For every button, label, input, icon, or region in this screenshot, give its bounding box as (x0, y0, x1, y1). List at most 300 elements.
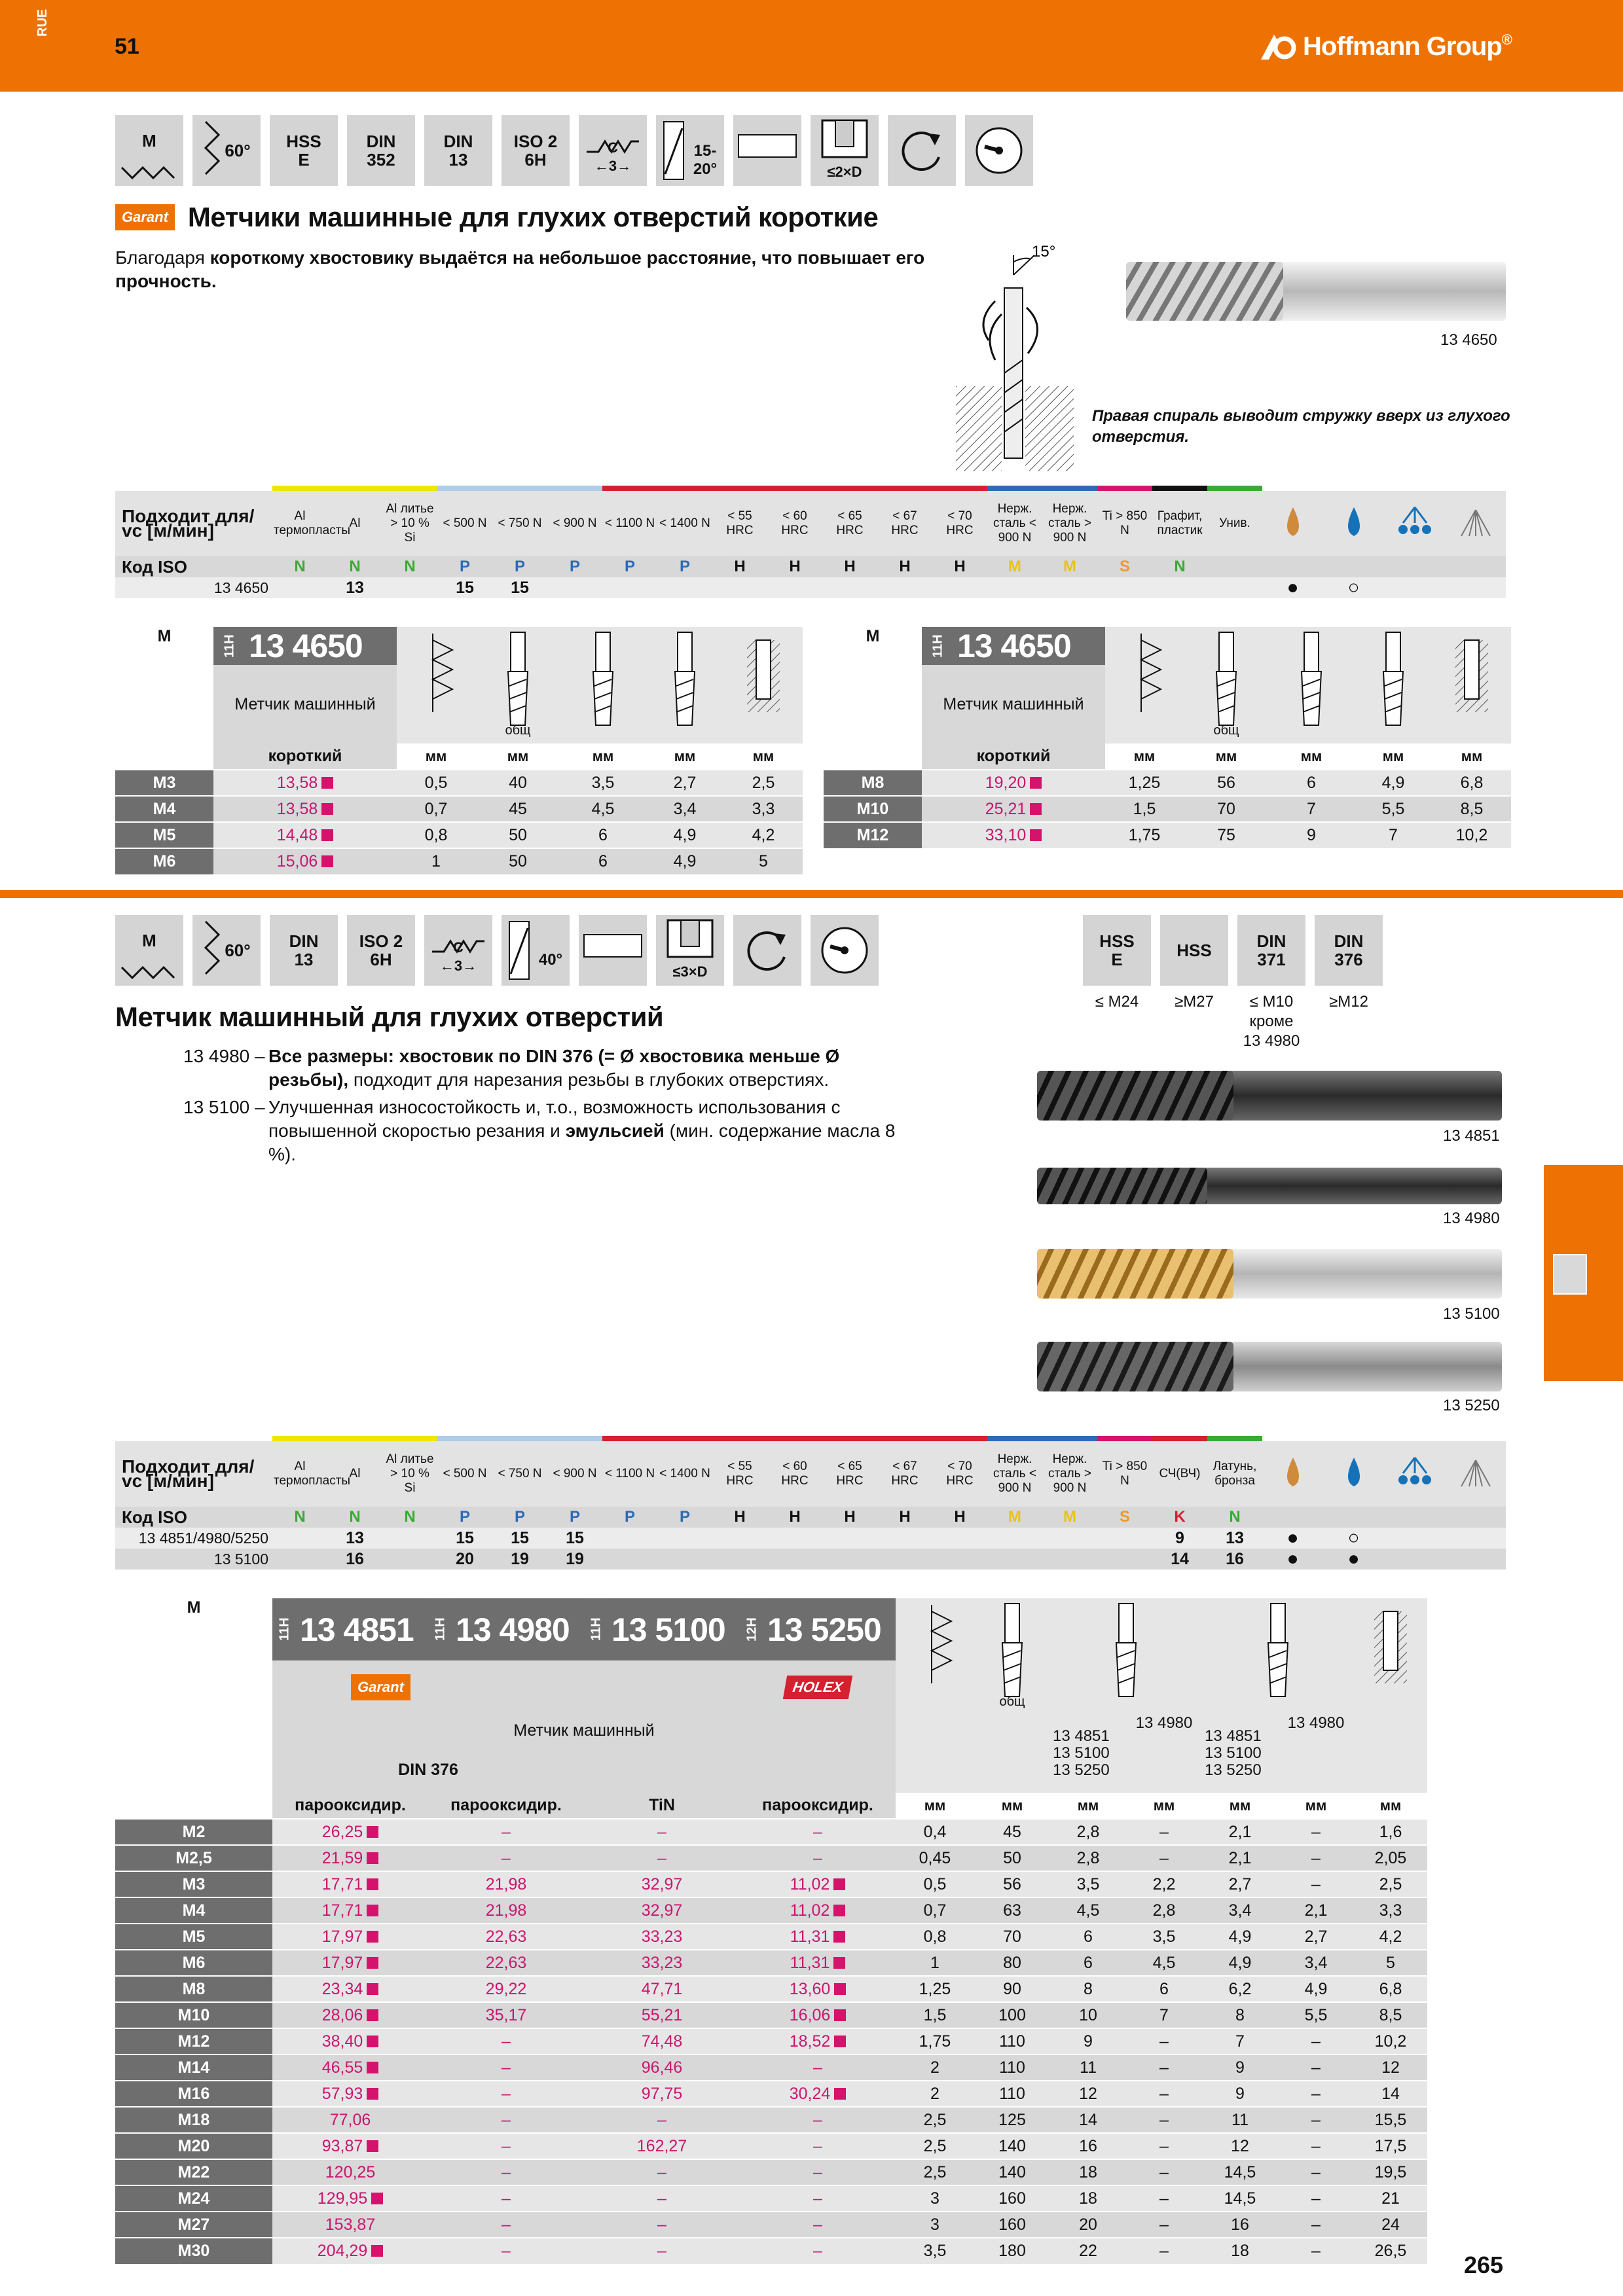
icon-label: HSS E (286, 132, 321, 170)
photo-flutes-135250 (1037, 1342, 1233, 1391)
mat-row-code: 13 5100 (213, 1551, 268, 1568)
icon-note: ≤ M10 кроме 13 4980 (1243, 993, 1300, 1050)
iso-code: P (569, 1508, 580, 1526)
profile-m-icon (115, 915, 183, 986)
vc-value (877, 1549, 932, 1570)
dim-d1a: 18 (1050, 2159, 1126, 2185)
stock-icon (367, 1905, 378, 1916)
dim-d2a: 4,9 (1202, 1950, 1278, 1976)
vc-value (822, 1528, 877, 1549)
brand-name: Hoffmann Group (1303, 31, 1502, 61)
price-135250: 16,06 (789, 2005, 831, 2024)
price-135100: 47,71 (641, 1979, 683, 1998)
dim-d2a: 18 (1202, 2238, 1278, 2264)
vc-value: 19 (511, 1550, 529, 1568)
lubricant-mark (1445, 577, 1506, 598)
price-134851: 204,29 (317, 2242, 368, 2260)
brand-logo (1258, 31, 1512, 62)
mat-header: Al (349, 1467, 361, 1480)
price-135250: – (813, 2136, 822, 2155)
mat-title: Подходит для/ vc [м/мин] (122, 1456, 255, 1491)
stock-icon (371, 2193, 383, 2204)
dim-d2b: – (1278, 2238, 1354, 2264)
iso-code: H (899, 558, 911, 575)
dim-p: 1,75 (1105, 822, 1184, 848)
coating: парооксидир. (762, 1796, 873, 1814)
price-135250: 11,31 (790, 1927, 830, 1946)
price-134851: 153,87 (325, 2215, 376, 2234)
note2-b: (мин. содержание масла 8 %). (268, 1121, 896, 1164)
thread-size: M14 (115, 2054, 272, 2081)
vc-value (1097, 577, 1152, 598)
stock-icon (367, 1878, 378, 1890)
vc-value (712, 577, 767, 598)
iso-code: N (294, 558, 306, 575)
section1-heading (115, 202, 878, 233)
size-table-left (115, 627, 803, 874)
lubricant-mark: ● (1286, 1548, 1299, 1570)
dim-dr: 10,2 (1354, 2028, 1427, 2054)
dim-dr: 8,5 (1354, 2002, 1427, 2028)
tolerance-class: 11H (272, 1598, 297, 1660)
dim-d1b: – (1126, 2238, 1202, 2264)
stock-icon (367, 1826, 378, 1838)
vc-value (272, 1528, 327, 1549)
vc-value (602, 1528, 657, 1549)
dim-p: 1,5 (1105, 796, 1184, 822)
stock-icon (834, 1983, 846, 1995)
helix-icon (501, 915, 570, 986)
dim-l: 50 (974, 1845, 1050, 1871)
stock-icon (367, 1983, 378, 1995)
icon-label: ISO 2 6H (359, 931, 403, 969)
dim-d1a: 18 (1050, 2185, 1126, 2212)
thread-drawing (1105, 627, 1184, 744)
profile-m-icon (115, 115, 183, 186)
vc-value (657, 577, 712, 598)
dim-d2a: 2,1 (1202, 1845, 1278, 1871)
thread-drawing (397, 627, 475, 744)
mat-header: < 60 HRC (781, 509, 809, 537)
vc-value: 13 (346, 579, 364, 597)
mat-header: Al литье > 10 % Si (386, 1452, 434, 1495)
dim-d1: 6 (560, 848, 646, 874)
product-name: Метчик машинный (922, 665, 1105, 744)
price-134851: 26,25 (321, 1822, 363, 1841)
dim-p: 1,5 (896, 2002, 974, 2028)
vc-value (272, 577, 327, 598)
dim-dr: 3,3 (724, 796, 803, 822)
dim-d2a: 9 (1202, 2054, 1278, 2081)
dim-dr: 10,2 (1432, 822, 1511, 848)
article-code: 13 4650 (249, 628, 363, 664)
vc-value (1207, 577, 1262, 598)
material-standard-icon (1315, 915, 1383, 1051)
stock-icon (321, 855, 333, 867)
iso-code: N (1174, 558, 1186, 575)
dim-d2a: 7 (1202, 2028, 1278, 2054)
dim-l: 110 (974, 2054, 1050, 2081)
price-134980: 22,63 (485, 1953, 527, 1972)
vc-value (382, 1528, 437, 1549)
dim-l: 80 (974, 1950, 1050, 1976)
m-label: M (866, 627, 880, 645)
thread-size: M4 (115, 796, 213, 822)
unit: мм (1050, 1793, 1126, 1819)
vc-value (1152, 577, 1207, 598)
price-134851: 93,87 (321, 2136, 363, 2155)
dim-d2a: 11 (1202, 2107, 1278, 2133)
icon-label: DIN 376 (1315, 915, 1383, 986)
vc-value: 16 (1226, 1550, 1244, 1568)
icon-label: 15- 20° (693, 142, 718, 178)
dim-p: 3,5 (896, 2238, 974, 2264)
dim-d2b: – (1278, 1871, 1354, 1897)
square-drawing (646, 627, 724, 744)
icon-label: ≤2×D (827, 164, 862, 180)
l-sub: общ (1213, 723, 1239, 738)
thread-size: M20 (115, 2133, 272, 2159)
dim-l: 50 (475, 822, 560, 848)
standard-icon (347, 115, 415, 186)
dim-d1b: – (1126, 2081, 1202, 2107)
lubricant-mark: ○ (1347, 1527, 1360, 1549)
tolerance-icon (347, 915, 415, 986)
angle-label: 15° (1032, 243, 1056, 260)
material-standard-icon (1237, 915, 1305, 1051)
icon-label: DIN 13 (443, 132, 473, 170)
price-134980: – (501, 2215, 511, 2234)
thread-size: M12 (115, 2028, 272, 2054)
iso-code: P (459, 1508, 470, 1526)
dim-l: 110 (974, 2028, 1050, 2054)
unit: мм (1126, 1793, 1202, 1819)
stock-icon (367, 2036, 378, 2047)
mat-header: < 1100 N (604, 516, 655, 530)
mat-header: < 900 N (553, 1467, 597, 1480)
icon-label: DIN 352 (366, 132, 396, 170)
dim-p: 1,25 (1105, 770, 1184, 796)
vc-value (1042, 1549, 1097, 1570)
icon-label: M (142, 931, 156, 950)
dim-dr: 21 (1354, 2185, 1427, 2212)
holex-brand: HOLEX (783, 1676, 852, 1699)
price-134851: 17,71 (321, 1874, 363, 1893)
price-135250: – (813, 2189, 822, 2208)
dim-d2: 5,5 (1354, 796, 1432, 822)
dim-d1b: – (1126, 1819, 1202, 1845)
unit: мм (896, 1793, 974, 1819)
stock-icon (367, 1852, 378, 1864)
iso-code: P (624, 1508, 635, 1526)
price-135250: – (813, 2162, 822, 2181)
dim-p: 2 (896, 2054, 974, 2081)
price-134980: 35,17 (485, 2005, 527, 2024)
photo-flutes-134980 (1037, 1168, 1207, 1204)
size-table-main (115, 1598, 1427, 2264)
standard-icon-2 (424, 115, 492, 186)
price-135250: 11,02 (790, 1901, 830, 1920)
note1-rest: подходит для нарезания резьбы в глубоких отверстиях. (348, 1069, 830, 1090)
vc-value (657, 1528, 712, 1549)
vc-value (1097, 1549, 1152, 1570)
m-label: M (187, 1598, 201, 1617)
oil-icon (1342, 503, 1366, 540)
standard-icon (270, 915, 338, 986)
icon-label: ISO 2 6H (513, 132, 558, 170)
mat-header: Унив. (1219, 516, 1250, 530)
iso-code: M (1063, 1508, 1076, 1526)
vc-value (712, 1528, 767, 1549)
unit: мм (1105, 744, 1184, 770)
mat-header: Нерж. сталь < 900 N (993, 1452, 1036, 1495)
dim-d1a: 4,5 (1050, 1897, 1126, 1924)
dim-l: 56 (974, 1871, 1050, 1897)
dim-d1a: 12 (1050, 2081, 1126, 2107)
iso-code: P (514, 558, 525, 575)
price-134851: 17,71 (321, 1901, 363, 1920)
vc-value (382, 577, 437, 598)
stock-icon (833, 1957, 845, 1969)
price-135100: – (657, 2110, 666, 2129)
price-134851: 17,97 (321, 1927, 363, 1946)
vc-value (767, 577, 822, 598)
vc-value: 15 (511, 579, 529, 597)
d2-codes-b: 13 4980 (1278, 1714, 1354, 1793)
dim-dr: 6,8 (1354, 1976, 1427, 2002)
mat-header: Al термопласты (274, 509, 351, 537)
photo-code-135100: 13 5100 (1443, 1305, 1500, 1323)
lubricant-mark (1445, 1549, 1506, 1570)
mat-header: Al литье > 10 % Si (386, 502, 434, 545)
dim-l: 180 (974, 2238, 1050, 2264)
icon-note: ≥M12 (1329, 993, 1368, 1011)
length-drawing (974, 1598, 1050, 1793)
dim-p: 0,7 (397, 796, 475, 822)
dim-l: 45 (475, 796, 560, 822)
mat-header: СЧ(ВЧ) (1159, 1467, 1201, 1480)
iso-label: Код ISO (122, 1507, 187, 1527)
mat-header: < 1400 N (659, 516, 710, 530)
dim-d1b: – (1126, 2107, 1202, 2133)
dim-dr: 5 (724, 848, 803, 874)
vc-value (382, 1549, 437, 1570)
rotation-icon (733, 915, 801, 986)
stock-icon (834, 2088, 846, 2100)
unit: мм (1278, 1793, 1354, 1819)
dim-dr: 6,8 (1432, 770, 1511, 796)
dim-d1a: 10 (1050, 2002, 1126, 2028)
vc-value (657, 1549, 712, 1570)
thread-size: M4 (115, 1897, 272, 1924)
dim-d2a: 3,4 (1202, 1897, 1278, 1924)
dim-d1b: – (1126, 2054, 1202, 2081)
iso-code: H (899, 1508, 911, 1526)
mat-header: < 65 HRC (836, 1460, 864, 1488)
price-134980: 21,98 (485, 1874, 527, 1893)
icon-label: C ←3→ (594, 139, 632, 174)
helix-icon (656, 115, 724, 186)
dim-d1a: 14 (1050, 2107, 1126, 2133)
thread-size: M6 (115, 1950, 272, 1976)
dry-icon (1281, 1454, 1305, 1490)
price-134980: – (501, 2110, 511, 2129)
iso-code (1207, 556, 1262, 577)
photo-code-134980: 13 4980 (1443, 1210, 1500, 1227)
price-135100: – (657, 2162, 666, 2181)
dim-l: 63 (974, 1897, 1050, 1924)
iso-code: H (844, 558, 856, 575)
section1-title: Метчики машинные для глухих отверстий короткие (187, 202, 879, 232)
mat-header: < 1400 N (659, 1467, 710, 1480)
dim-d1b: 7 (1126, 2002, 1202, 2028)
icon-label: ≤3×D (672, 963, 708, 980)
price: 33,10 (985, 826, 1027, 844)
dim-d1: 3,5 (560, 770, 646, 796)
tolerance-class: 11H (213, 627, 246, 665)
price-135250: – (813, 1822, 822, 1841)
iso-code: M (1008, 558, 1021, 575)
dim-d2b: 4,9 (1278, 1976, 1354, 2002)
thread-size: M10 (115, 2002, 272, 2028)
length-drawing (475, 627, 560, 744)
vc-value: 9 (1175, 1529, 1184, 1547)
material-standard-icon (1083, 915, 1151, 1051)
emulsion-icon (1395, 503, 1434, 540)
mat-header: < 500 N (443, 516, 487, 530)
note2-a: Улучшенная износостойкость и, т.о., возможность использования с повышенной скоростью резания и (268, 1097, 841, 1141)
vc-value (767, 1549, 822, 1570)
stock-icon (833, 1931, 845, 1943)
tolerance-class: 11H (584, 1598, 609, 1660)
unit: мм (1354, 744, 1432, 770)
vc-value: 19 (566, 1550, 584, 1568)
tolerance-class: 11H (428, 1598, 453, 1660)
dim-d2: 3,4 (646, 796, 724, 822)
d2-codes-a: 13 4851 13 5100 13 5250 (1202, 1714, 1278, 1793)
thread-size: M16 (115, 2081, 272, 2107)
vc-value: 15 (456, 1529, 474, 1547)
dim-d2a: 8 (1202, 2002, 1278, 2028)
price-134980: 29,22 (485, 1979, 527, 1998)
price-135250: – (813, 2110, 822, 2129)
angle-60-icon (192, 915, 261, 986)
iso-code: H (844, 1508, 856, 1526)
stock-icon (367, 1931, 378, 1943)
stock-icon (367, 2062, 378, 2073)
emulsion-icon (1395, 1454, 1434, 1490)
price-135250: 18,52 (789, 2032, 831, 2051)
vc-value: 13 (346, 1529, 364, 1547)
dim-d2: 2,7 (646, 770, 724, 796)
stock-icon (371, 2245, 383, 2257)
drill-drawing (724, 627, 803, 744)
dim-d2b: – (1278, 2028, 1354, 2054)
language-code: RUE (35, 9, 50, 37)
mat-row-code: 13 4851/4980/5250 (138, 1530, 268, 1547)
dim-d2a: 2,7 (1202, 1871, 1278, 1897)
thread-size: M8 (115, 1976, 272, 2002)
icon-label: 60° (225, 141, 251, 160)
dim-dr: 12 (1354, 2054, 1427, 2081)
air-icon (1456, 1454, 1495, 1490)
price-134980: – (501, 2162, 511, 2181)
dim-d1a: 2,8 (1050, 1819, 1126, 1845)
dim-d1b: – (1126, 2159, 1202, 2185)
material-icons-2 (1083, 915, 1383, 1051)
vc-value (877, 577, 932, 598)
air-icon (1456, 503, 1495, 540)
article-code: 13 4980 (456, 1611, 570, 1648)
square-drawing (1202, 1598, 1354, 1714)
dim-d1b: 2,8 (1126, 1897, 1202, 1924)
shank-drawing (1050, 1598, 1202, 1714)
price: 13,58 (276, 773, 318, 792)
price-134980: – (501, 2084, 511, 2103)
dim-d2a: 2,1 (1202, 1819, 1278, 1845)
lubricant-mark: ● (1286, 577, 1299, 598)
dim-d2b: – (1278, 1845, 1354, 1871)
section-divider (0, 890, 1623, 898)
photo-caption: Правая спираль выводит стружку вверх из глухого отверстия. (1092, 407, 1510, 446)
mat-header: Ti > 850 N (1102, 1460, 1148, 1488)
dim-l: 50 (475, 848, 560, 874)
stock-icon (321, 803, 333, 815)
dim-l: 110 (974, 2081, 1050, 2107)
dim-d2b: – (1278, 2159, 1354, 2185)
dim-d1: 6 (560, 822, 646, 848)
mat-header: < 900 N (553, 516, 597, 530)
coating: парооксидир. (450, 1796, 562, 1814)
dim-p: 2,5 (896, 2133, 974, 2159)
iso-code: P (569, 558, 580, 575)
vc-value (1042, 577, 1097, 598)
drill-drawing (1354, 1598, 1427, 1793)
vc-value (822, 577, 877, 598)
price-134980: 21,98 (485, 1901, 527, 1920)
dim-d1: 6 (1269, 770, 1354, 796)
dim-d2b: – (1278, 1819, 1354, 1845)
vc-value (1097, 1528, 1152, 1549)
dim-p: 1,75 (896, 2028, 974, 2054)
stock-icon (367, 1957, 378, 1969)
dim-dr: 1,6 (1354, 1819, 1427, 1845)
icon-label: DIN 371 (1237, 915, 1305, 986)
dim-d2b: – (1278, 2054, 1354, 2081)
dim-l: 140 (974, 2159, 1050, 2185)
dim-d1b: 2,2 (1126, 1871, 1202, 1897)
dim-l: 125 (974, 2107, 1050, 2133)
chamfer-icon (424, 915, 492, 986)
stock-icon (1030, 829, 1042, 841)
dim-dr: 26,5 (1354, 2238, 1427, 2264)
dim-p: 0,8 (397, 822, 475, 848)
dim-dr: 5 (1354, 1950, 1427, 1976)
tolerance-class: 11H (922, 627, 955, 665)
dim-dr: 8,5 (1432, 796, 1511, 822)
dim-d1a: 9 (1050, 2028, 1126, 2054)
icon-label: HSS (1160, 915, 1228, 986)
dim-d1b: 6 (1126, 1976, 1202, 2002)
iso-code: K (1174, 1508, 1186, 1526)
dim-d2a: 14,5 (1202, 2185, 1278, 2212)
m-label: M (157, 627, 172, 645)
price-134980: – (501, 2242, 511, 2260)
iso-code: H (954, 1508, 966, 1526)
product-photo-flutes (1126, 262, 1283, 321)
coating: TiN (649, 1796, 675, 1814)
dim-d2b: – (1278, 2185, 1354, 2212)
